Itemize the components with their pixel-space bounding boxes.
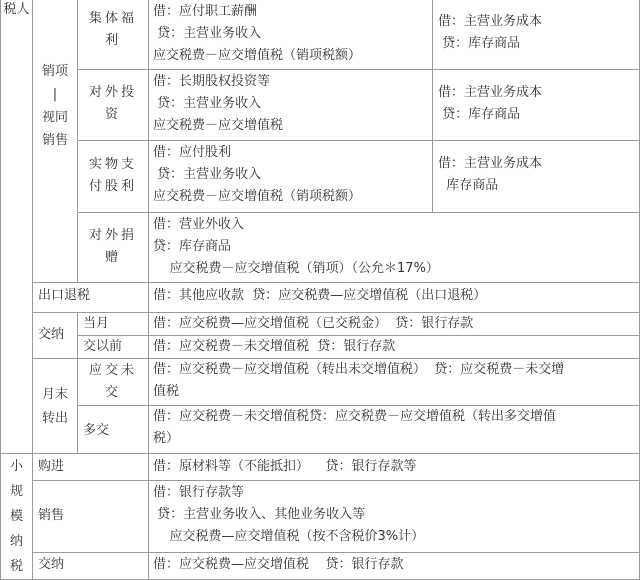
divider [32,453,33,580]
label-export-refund: 出口退税 [38,288,91,303]
label-small-purchase: 购进 [38,459,65,474]
divider [148,0,149,580]
label-small-payment: 交纳 [38,557,65,572]
entry-small-purchase: 借：原材料等（不能抵扣） 贷：银行存款等 [153,459,417,474]
divider [77,140,640,141]
entry-dividend-in-kind-cost: 借：主营业务成本 库存商品 [438,156,543,193]
label-dividend-in-kind: 实物支 付股利 [88,157,137,194]
entry-month-end-unpaid: 借：应交税费－应交增值税（转出未交增值税） 贷：应交税费－未交增 值税 [153,362,565,399]
label-collective-welfare: 集体福 利 [88,11,137,48]
entry-dividend-in-kind: 借：应付股利 贷：主营业务收入 应交税费－应交增值税（销项税额） [153,145,362,204]
section-small-scale-taxpayer: 小 规 模 纳 税 [9,459,23,574]
section-general-taxpayer: 税人 [3,2,30,17]
entry-donation: 借：营业外收入 贷：库存商品 应交税费－应交增值税（销项）（公允＊17%） [153,217,439,276]
entry-external-investment: 借：长期股权投资等 贷：主营业务收入 应交税费－应交增值税 [153,74,284,133]
label-payment-current: 当月 [83,316,110,331]
group-deemed-sales: 销项 | 视同 销售 [41,64,68,148]
divider [32,282,640,283]
entry-payment-current: 借：应交税费—应交增值税（已交税金） 贷：银行存款 [153,316,474,331]
entry-month-end-over: 借：应交税费－未交增值税贷：应交税费－应交增值税（转出多交增值 税） [153,409,557,446]
entry-external-investment-cost: 借：主营业务成本 贷：库存商品 [438,85,543,122]
entry-payment-prior: 借：应交税费－未交增值税 贷：银行存款 [153,339,396,354]
label-external-investment: 对外投 资 [88,85,137,122]
divider [0,453,640,454]
entry-small-payment: 借：应交税费—应交增值税 贷：银行存款 [153,557,404,572]
label-donation: 对外捐 赠 [88,228,137,265]
group-payment: 交纳 [38,327,65,342]
divider [432,0,433,212]
label-small-sales: 销售 [38,508,65,523]
entry-collective-welfare-cost: 借：主营业务成本 贷：库存商品 [438,14,543,51]
entry-collective-welfare: 借：应付职工薪酬 贷：主营业务收入 应交税费－应交增值税（销项税额） [153,4,362,63]
entry-small-sales: 借：银行存款等 贷：主营业务收入、其他业务收入等 应交税费—应交增值税（按不含税价3%计） [153,485,425,544]
divider [77,212,640,213]
divider [77,69,640,70]
divider [32,552,640,553]
label-payment-prior: 交以前 [83,339,123,354]
divider [32,480,640,481]
entry-export-refund: 借：其他应收款 贷：应交税费—应交增值税（出口退税） [153,288,487,303]
group-month-end-transfer: 月末 转出 [41,387,68,426]
label-month-end-over: 多交 [83,423,110,438]
label-month-end-unpaid: 应交未 交 [88,363,137,400]
